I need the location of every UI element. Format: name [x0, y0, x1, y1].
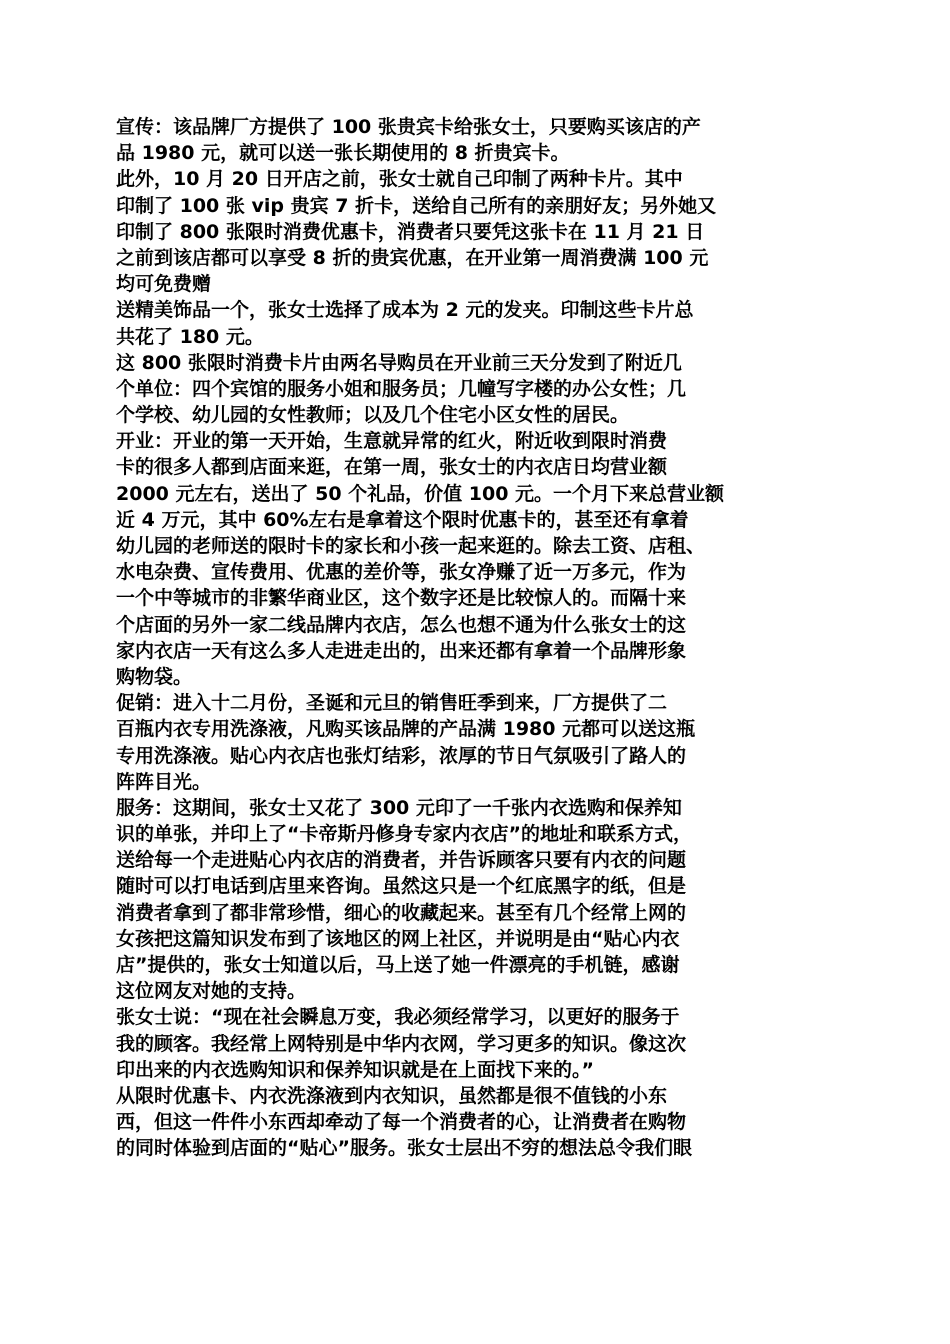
text-line: 女孩把这篇知识发布到了该地区的网上社区，并说明是由“贴心内衣 [116, 927, 680, 950]
text-line: 识的单张，并印上了“卡帝斯丹修身专家内衣店”的地址和联系方式， [116, 823, 692, 846]
text-line: 此外，10 月 20 日开店之前，张女士就自己印制了两种卡片。其中 [116, 168, 683, 191]
text-line: 送精美饰品一个，张女士选择了成本为 2 元的发夹。印制这些卡片总 [116, 299, 694, 322]
text-line: 个学校、幼儿园的女性教师；以及几个住宅小区女性的居民。 [116, 404, 630, 427]
text-line: 近 4 万元，其中 60%左右是拿着这个限时优惠卡的，甚至还有拿着 [116, 508, 689, 531]
text-line: 张女士说：“现在社会瞬息万变，我必须经常学习，以更好的服务于 [116, 1006, 680, 1029]
text-line: 均可免费赠 [116, 273, 212, 296]
text-line: 促销：进入十二月份，圣诞和元旦的销售旺季到来，厂方提供了二 [116, 692, 668, 715]
text-line: 印出来的内衣选购知识和保养知识就是在上面找下来的。” [116, 1058, 594, 1081]
text-line: 服务：这期间，张女士又花了 300 元印了一千张内衣选购和保养知 [116, 796, 682, 819]
text-line: 印制了 800 张限时消费优惠卡，消费者只要凭这张卡在 11 月 21 日 [116, 220, 705, 243]
text-line: 家内衣店一天有这么多人走进走出的，出来还都有拿着一个品牌形象 [116, 639, 687, 662]
text-line: 我的顾客。我经常上网特别是中华内衣网，学习更多的知识。像这次 [116, 1032, 687, 1055]
text-line: 一个中等城市的非繁华商业区，这个数字还是比较惊人的。而隔十来 [116, 587, 687, 610]
text-line: 随时可以打电话到店里来咨询。虽然这只是一个红底黑字的纸，但是 [116, 875, 687, 898]
text-line: 消费者拿到了都非常珍惜，细心的收藏起来。甚至有几个经常上网的 [116, 901, 687, 924]
text-line: 个单位：四个宾馆的服务小姐和服务员；几幢写字楼的办公女性；几 [116, 377, 687, 400]
text-line: 从限时优惠卡、内衣洗涤液到内衣知识，虽然都是很不值钱的小东 [116, 1084, 668, 1107]
text-line: 共花了 180 元。 [116, 325, 264, 348]
text-line: 个店面的另外一家二线品牌内衣店，怎么也想不通为什么张女士的这 [116, 613, 687, 636]
text-line: 的同时体验到店面的“贴心”服务。张女士层出不穷的想法总令我们眼 [116, 1137, 692, 1160]
text-line: 印制了 100 张 vip 贵宾 7 折卡，送给自己所有的亲朋好友；另外她又 [116, 194, 717, 217]
text-line: 西，但这一件件小东西却牵动了每一个消费者的心，让消费者在购物 [116, 1111, 687, 1134]
text-line: 专用洗涤液。贴心内衣店也张灯结彩，浓厚的节日气氛吸引了路人的 [116, 744, 687, 767]
text-line: 宣传：该品牌厂方提供了 100 张贵宾卡给张女士，只要购买该店的产 [116, 116, 701, 138]
text-line: 幼儿园的老师送的限时卡的家长和小孩一起来逛的。除去工资、店租、 [116, 535, 706, 557]
text-line: 购物袋。 [116, 665, 193, 688]
text-line: 卡的很多人都到店面来逛，在第一周，张女士的内衣店日均营业额 [116, 456, 668, 479]
text-line: 送给每一个走进贴心内衣店的消费者，并告诉顾客只要有内衣的问题 [116, 849, 687, 872]
text-line: 阵阵目光。 [116, 770, 212, 793]
text-line: 2000 元左右，送出了 50 个礼品，价值 100 元。一个月下来总营业额 [116, 482, 725, 505]
text-line: 之前到该店都可以享受 8 折的贵宾优惠，在开业第一周消费满 100 元 [116, 246, 709, 269]
text-line: 这位网友对她的支持。 [116, 980, 307, 1003]
body-text [116, 114, 848, 1162]
text-line: 水电杂费、宣传费用、优惠的差价等，张女净赚了近一万多元，作为 [116, 561, 687, 584]
text-line: 百瓶内衣专用洗涤液，凡购买该品牌的产品满 1980 元都可以送这瓶 [116, 718, 696, 741]
text-line: 店”提供的，张女士知道以后，马上送了她一件漂亮的手机链，感谢 [116, 954, 680, 976]
text-line: 品 1980 元，就可以送一张长期使用的 8 折贵宾卡。 [116, 142, 570, 165]
text-line: 开业：开业的第一天开始，生意就异常的红火，附近收到限时消费 [116, 430, 668, 453]
text-line: 这 800 张限时消费卡片由两名导购员在开业前三天分发到了附近几 [116, 351, 682, 374]
